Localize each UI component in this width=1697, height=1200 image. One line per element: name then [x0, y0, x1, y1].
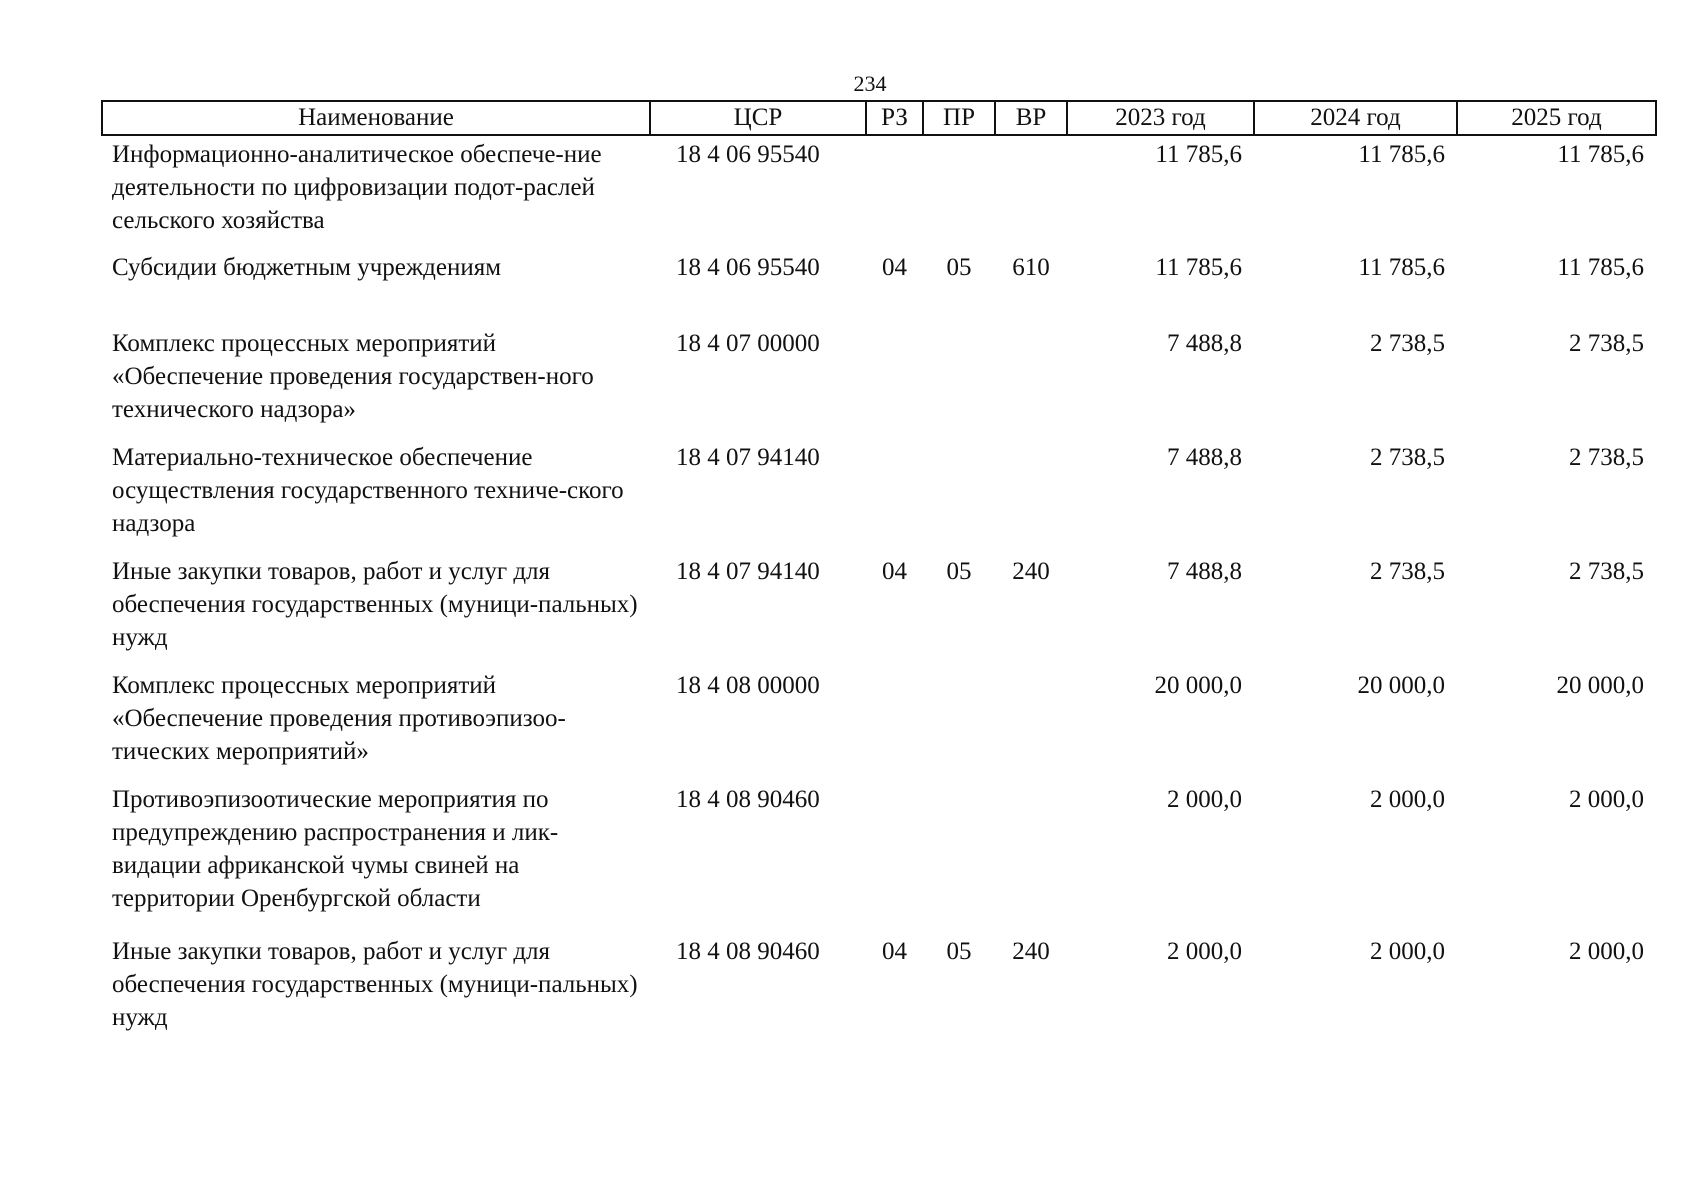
- row-vr: [995, 327, 1067, 441]
- header-vr: ВР: [995, 101, 1067, 135]
- row-csr: 18 4 08 00000: [676, 672, 820, 699]
- row-2024: 20 000,0: [1357, 672, 1445, 699]
- header-rz: РЗ: [866, 101, 923, 135]
- row-rz: 04: [882, 254, 907, 281]
- row-csr: 18 4 08 90460: [676, 786, 820, 813]
- row-vr: [995, 135, 1067, 251]
- row-pr: [923, 669, 995, 783]
- header-pr: ПР: [923, 101, 995, 135]
- row-2024: 2 738,5: [1370, 330, 1445, 357]
- row-name: Противоэпизоотические мероприятия по предупреждению распространения и лик-видации африканской чумы свиней на территории Оренбургской области: [112, 786, 559, 912]
- row-2025: 2 738,5: [1569, 558, 1644, 585]
- row-2025: 11 785,6: [1557, 254, 1644, 281]
- row-rz: [866, 135, 923, 251]
- row-2024: 2 738,5: [1370, 444, 1445, 471]
- row-pr: [923, 327, 995, 441]
- row-csr: 18 4 07 94140: [676, 444, 820, 471]
- row-vr: 610: [1012, 254, 1050, 281]
- row-2024: 2 000,0: [1370, 786, 1445, 813]
- row-2023: 2 000,0: [1167, 786, 1242, 813]
- row-2025: 2 000,0: [1569, 786, 1644, 813]
- row-rz: 04: [882, 558, 907, 585]
- row-2025: 2 738,5: [1569, 444, 1644, 471]
- table-row: [102, 327, 1656, 441]
- row-vr: 240: [1012, 558, 1050, 585]
- header-2025: 2025 год: [1457, 101, 1656, 135]
- table-row: [102, 935, 1656, 1045]
- row-name: Материально-техническое обеспечение осуществления государственного техниче-ского надзора: [112, 444, 624, 537]
- table-row: [102, 441, 1656, 555]
- row-csr: 18 4 07 00000: [676, 330, 820, 357]
- table-header-row: [102, 101, 1656, 135]
- row-pr: 05: [946, 558, 972, 585]
- row-pr: 05: [946, 254, 972, 281]
- row-vr: 240: [1012, 938, 1050, 965]
- table-row: [102, 669, 1656, 783]
- row-name: Информационно-аналитическое обеспече-ние деятельности по цифровизации подот-раслей сельского хозяйства: [112, 141, 602, 234]
- header-csr: ЦСР: [650, 101, 866, 135]
- row-csr: 18 4 07 94140: [676, 558, 820, 585]
- row-2023: 2 000,0: [1167, 938, 1242, 965]
- row-2024: 11 785,6: [1358, 254, 1445, 281]
- row-pr: 05: [946, 938, 972, 965]
- row-2024: 2 000,0: [1370, 938, 1445, 965]
- row-vr: [995, 783, 1067, 935]
- row-pr: [923, 135, 995, 251]
- row-pr: [923, 783, 995, 935]
- header-2024: 2024 год: [1254, 101, 1457, 135]
- row-2025: 11 785,6: [1557, 141, 1644, 168]
- table-row: [102, 251, 1656, 327]
- row-2025: 2 000,0: [1569, 938, 1644, 965]
- page-number: 234: [853, 71, 887, 96]
- row-rz: [866, 441, 923, 555]
- row-rz: 04: [882, 938, 907, 965]
- row-name: Субсидии бюджетным учреждениям: [112, 254, 502, 281]
- row-csr: 18 4 08 90460: [676, 938, 820, 965]
- row-2025: 20 000,0: [1556, 672, 1644, 699]
- row-2025: 2 738,5: [1569, 330, 1644, 357]
- row-rz: [866, 669, 923, 783]
- row-name: Иные закупки товаров, работ и услуг для обеспечения государственных (муници-пальных) нужд: [112, 938, 638, 1031]
- header-name: Наименование: [102, 101, 650, 135]
- row-2024: 11 785,6: [1358, 141, 1445, 168]
- row-csr: 18 4 06 95540: [676, 141, 820, 168]
- row-2023: 7 488,8: [1167, 444, 1242, 471]
- row-vr: [995, 441, 1067, 555]
- row-name: Комплекс процессных мероприятий «Обеспечение проведения государствен-ного технического надзора»: [112, 330, 594, 423]
- row-2023: 20 000,0: [1154, 672, 1242, 699]
- header-2023: 2023 год: [1067, 101, 1254, 135]
- table-row: [102, 135, 1656, 251]
- row-2024: 2 738,5: [1370, 558, 1445, 585]
- row-2023: 7 488,8: [1167, 558, 1242, 585]
- row-name: Иные закупки товаров, работ и услуг для обеспечения государственных (муници-пальных) нужд: [112, 558, 638, 651]
- row-2023: 11 785,6: [1155, 254, 1242, 281]
- row-vr: [995, 669, 1067, 783]
- table-row: [102, 555, 1656, 669]
- row-pr: [923, 441, 995, 555]
- row-name: Комплекс процессных мероприятий «Обеспечение проведения противоэпизоо-тических мероприятий»: [112, 672, 566, 765]
- row-2023: 7 488,8: [1167, 330, 1242, 357]
- budget-table: [101, 100, 1657, 1045]
- row-2023: 11 785,6: [1155, 141, 1242, 168]
- table-row: [102, 783, 1656, 935]
- row-csr: 18 4 06 95540: [676, 254, 820, 281]
- row-rz: [866, 327, 923, 441]
- row-rz: [866, 783, 923, 935]
